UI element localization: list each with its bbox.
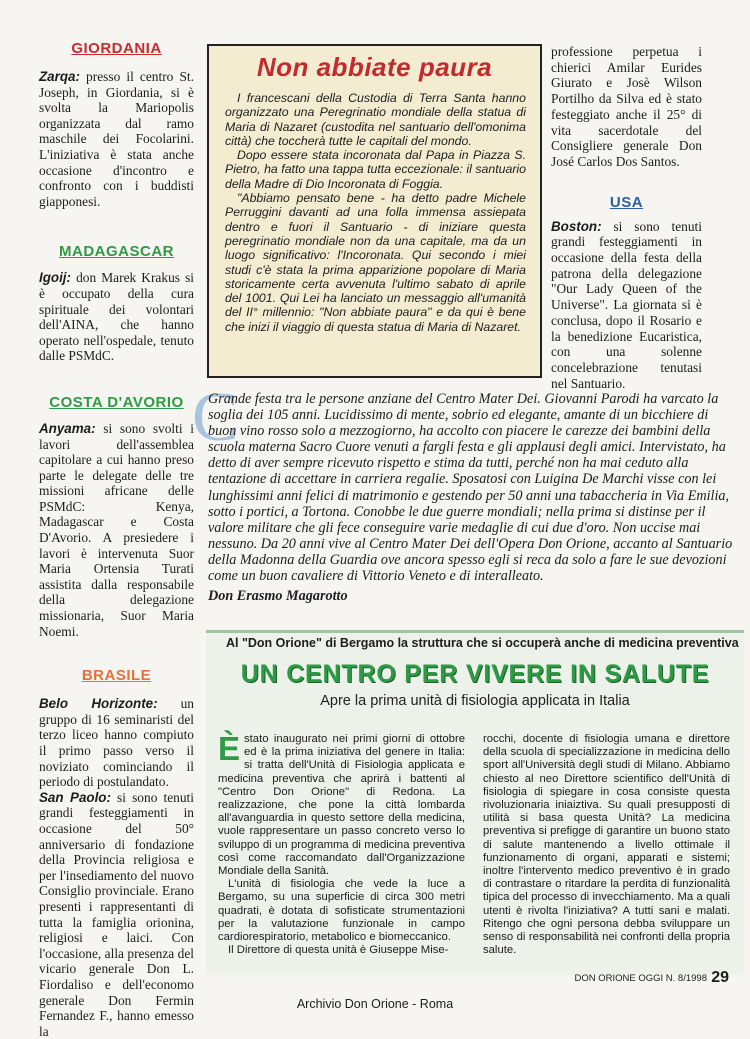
giordania-text: presso il centro St. Joseph, in Giordania, si è svolta la Mariopolis organizzata dal ramo maschile dei Focolarini. L'iniziativa è stata anche occasione d'incontro e confronto con i buddisti giapponesi. (39, 69, 194, 209)
left-column (39, 40, 194, 1039)
costa-paragraph (39, 421, 194, 639)
san-paolo-text: si sono tenuti grandi festeggiamenti in occasione del 50° anniversario di fondazione della Provincia religiosa e per l'insediamento del nuovo Consiglio provinciale. Erano presenti i rappresentanti di tutta la famiglia orionina, religiosi e laici. Con l'occasione, alla presenza del vicario generale Don L. Fiordaliso e dell'economo generale Don Fermin Fernandez F., hanno emesso la (39, 789, 194, 1039)
usa-paragraph (551, 219, 702, 392)
heading-usa: USA (609, 193, 644, 211)
heading-brasile: BRASILE (81, 667, 152, 685)
costa-text: si sono svolti i lavori dell'assemblea capitolare a cui hanno preso parte le delegate delle tre missioni africane delle PSMdC: Kenya, Madagascar e Costa D'Avorio. A presiedere i lavori è intervenuta Suor Maria Ortensia Turati assistita dalla responsabile della delegazione missionaria, Suor Maria Noemi. (39, 420, 194, 639)
health-kicker: Al "Don Orione" di Bergamo la struttura che si occuperà anche di medicina preventiva (226, 636, 739, 650)
heading-madagascar: MADAGASCAR (59, 243, 174, 261)
right-column (551, 44, 702, 391)
health-column-2 (483, 733, 730, 957)
belo-horizonte-lead: Belo Horizonte: (39, 696, 158, 712)
belo-horizonte-text: un gruppo di 16 seminaristi del terzo liceo hanno compiuto il primo passo verso il noviziato cominciando il periodo di postulandato. (39, 696, 194, 790)
story-signature: Don Erasmo Magarotto (208, 588, 348, 605)
madagascar-text: don Marek Krakus si è occupato della cura spirituale dei volontari dell'AINA, che hanno operato nell'ospedale, tenuto dalle PSMdC. (39, 270, 194, 364)
health-paragraph-1 (218, 730, 465, 878)
box-paragraph-3: "Abbiamo pensato bene - ha detto padre Michele Perruggini davanti ad una folla immensa assiepata dentro e fuori il Santuario - di iniziare questa peregrinatio mondiale non da una capitale, ma da un luogo significativo: l'Incoronata. Qui secondo i miei studi c'è stata la prima apparizione popolare di Maria storicamente certa avvenuta l'ultimo sabato di aprile del 1001. Qui Lei ha lanciato un messaggio all'umanità del II° millennio: "Non abbiate paura" e da qui è bene che inizi il viaggio di questa statua di Maria di Nazaret. (225, 191, 526, 334)
health-paragraph-2: L'unità di fisiologia che vede la luce a Bergamo, su una superficie di circa 300 metri quadrati, è dotata di sofisticate strumentazioni per la valutazione funzionale in campo cardiorespiratorio, metabolico e biomeccanico. (218, 878, 465, 944)
health-subtitle: Apre la prima unità di fisiologia applicata in Italia (320, 693, 630, 709)
costa-lead: Anyama: (39, 420, 96, 436)
usa-lead: Boston: (551, 218, 602, 234)
heading-costa-davorio: COSTA D'AVORIO (49, 393, 184, 411)
san-paolo-lead: San Paolo: (39, 789, 111, 805)
magazine-footer: DON ORIONE OGGI N. 8/1998 (574, 973, 707, 984)
belo-horizonte-paragraph (39, 696, 194, 790)
right-top-paragraph: professione perpetua i chierici Amilar Eurides Giurato e Josè Wilson Portilho da Silva ed è stato festeggiato anche il 25° di vita sacerdotale del Consigliere generale Don José Carlos Dos Santos. (551, 44, 702, 169)
giordania-paragraph (39, 69, 194, 209)
non-abbiate-paura-box (207, 44, 542, 378)
usa-text: si sono tenuti grandi festeggiamenti in occasione della festa della patrona della delegazione "Our Lady Queen of the Universe". La giornata si è conclusa, dopo il Rosario e la benedizione Eucaristica, con una solenne concelebrazione tenutasi nel Santuario. (551, 218, 702, 391)
page-number: 29 (711, 969, 729, 986)
health-paragraph-1-text: stato inaugurato nei primi giorni di ottobre ed è la prima iniziativa del genere in Italia: si tratta dell'Unità di Fisiologia applicata e medicina preventiva che aprirà i battenti al "Centro Don Orione" di Redona. La realizzazione, che pone la città lombarda all'avanguardia in questo settore della medicina, vuole rappresentare un passo concreto verso lo sviluppo di un programma di medicina preventiva così come raccomandato dall'Organizzazione Mondiale della Sanità. (218, 733, 465, 878)
centenarian-story (192, 379, 733, 605)
heading-giordania: GIORDANIA (71, 40, 162, 57)
health-article (206, 630, 744, 975)
health-paragraph-4: rocchi, docente di fisiologia umana e direttore della scuola di specializzazione in medicina dello sport all'Università degli studi di Milano. Abbiamo chiesto al neo Direttore scientifico dell'Unità di fisiologia di spiegare in cosa consiste questa rivoluzionaria iniaiztiva. Su quali presupposti di utilità si basa questa Unità? La medicina preventiva si prefigge di garantire un buono stato di salute mantenendo a livello ottimale il funzionamento di organi, apparati e sistemi; inoltre l'intervento medico preventivo è in grado di contrastare o ritardare la perdita di funzionalità tipica del processo di invecchiamento. Ma a quali utenti è rivolta l'iniziativa? A tutti sani e malati. Ritengo che ogni persona debba sviluppare un senso di responsabilità nei confronti della propria salute. (483, 733, 730, 957)
box-paragraph-1: I francescani della Custodia di Terra Santa hanno organizzato una Peregrinatio mondiale della statua di Maria di Nazaret (custodita nel santuario dell'omonima città) che toccherà tutte le capitali del mondo. (225, 91, 526, 148)
story-body: Grande festa tra le persone anziane del Centro Mater Dei. Giovanni Parodi ha varcato la soglia dei 105 anni. Lucidissimo di mente, sobrio ed elegante, amante di un bicchiere di buon vino rosso solo a mezzogiorno, ha accolto con piacere le carezze dei bambini della scuola materna Sacro Cuore venuti a fargli festa e gli applausi degli amici. Intervistato, ha detto di aver sempre ricevuto rispetto e stima da tutti, perché non ha mai ceduto alla tentazione di accettare in carriera regalie. Sposatosi con Luigina De Marchi visse con lei lunghissimi anni felici di matrimonio e gestendo per 50 anni una tabaccheria in Via Emilia, sotto i portici, a Tortona. Conobbe le due guerre mondiali; nella prima si distinse per il valore militare che gli fece conseguire varie medaglie di cui due d'oro. Non uccise mai nessuno. Da 20 anni vive al Centro Mater Dei dell'Opera Don Orione, accanto al Santuario della Madonna della Guardia ove ancora spesso egli si reca da solo a fare le sue devozioni come un buon cavaliere di Vittorio Veneto e di interalleato. (208, 391, 733, 585)
decorative-initial: C (192, 379, 239, 456)
madagascar-lead: Igoij: (39, 270, 71, 286)
health-title: UN CENTRO PER VIVERE IN SALUTE (240, 660, 710, 688)
box-paragraph-2: Dopo essere stata incoronata dal Papa in Piazza S. Pietro, ha fatto una tappa tutta eccezionale: il santuario della Madre di Dio Incoronata di Foggia. (225, 148, 526, 191)
archive-caption: Archivio Don Orione - Roma (296, 997, 454, 1011)
box-title: Non abbiate paura (256, 52, 493, 82)
box-body (209, 83, 540, 334)
health-columns (218, 730, 730, 957)
health-column-1 (218, 730, 465, 957)
giordania-lead: Zarqa: (39, 69, 80, 84)
health-paragraph-3: Il Direttore di questa unità è Giuseppe Mise- (228, 944, 449, 957)
madagascar-paragraph (39, 270, 194, 364)
drop-cap: È (218, 730, 241, 767)
